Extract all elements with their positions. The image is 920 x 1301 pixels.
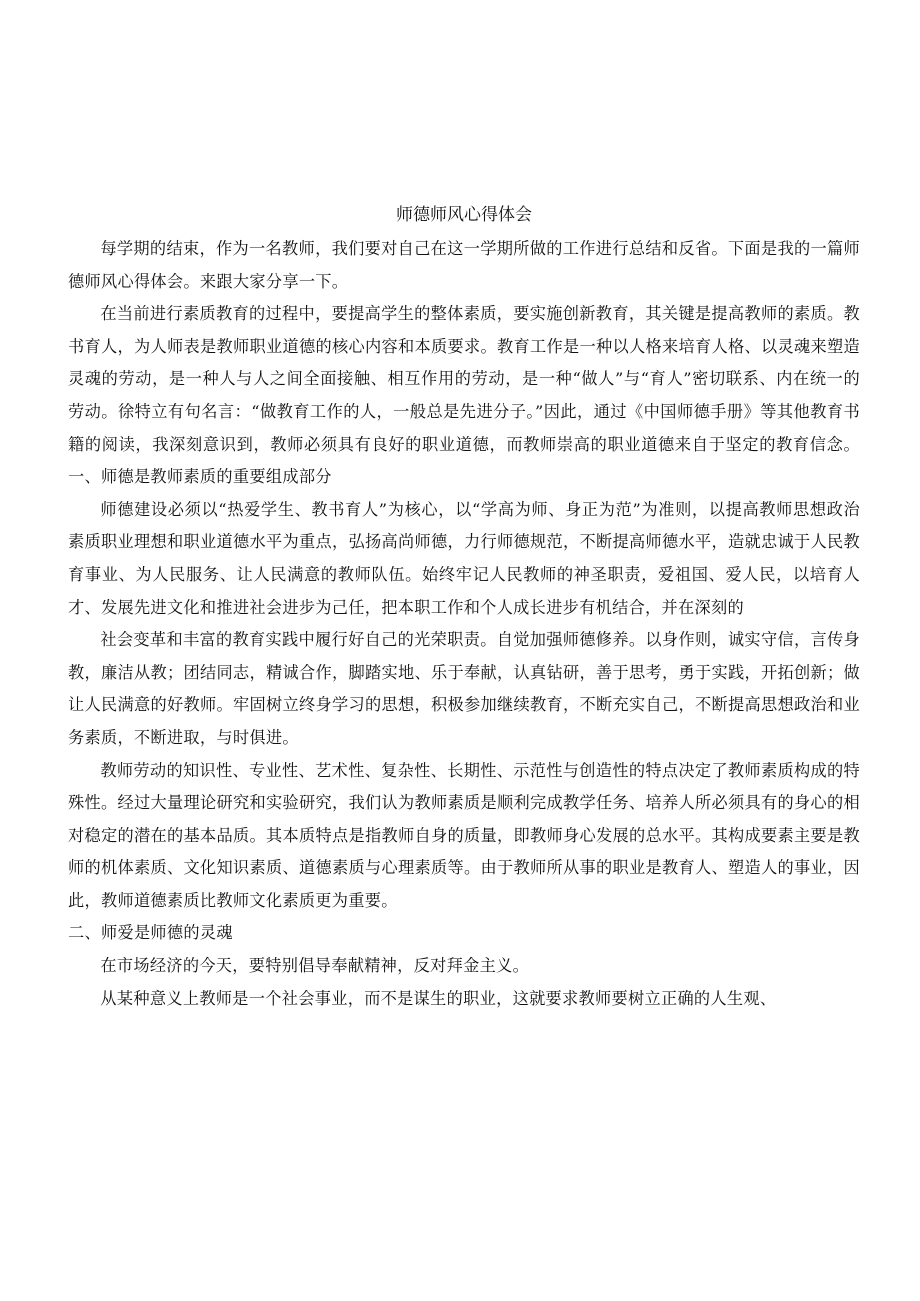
paragraph-market-economy: 在市场经济的今天，要特别倡导奉献精神，反对拜金主义。 (100, 956, 530, 976)
paragraph-intro: 每学期的结束，作为一名教师，我们要对自己在这一学期所做的工作进行总结和反省。下面是我的一篇师德师风心得体会。来跟大家分享一下。 (68, 239, 860, 291)
paragraph-teacher-labor: 教师劳动的知识性、专业性、艺术性、复杂性、长期性、示范性与创造性的特点决定了教师素质构成的特殊性。经过大量理论研究和实验研究，我们认为教师素质是顺利完成教学任务、培养人所必须具有的身心的相对稳定的潜在的基本品质。其本质特点是指教师自身的质量，即教师身心发展的总水平。其构成要素主要是教师的机体素质、文化知识素质、道德素质与心理素质等。由于教师所从事的职业是教育人、塑造人的事业，因此，教师道德素质比教师文化素质更为重要。 (68, 760, 860, 910)
section-heading-teacher-love: 二、师爱是师德的灵魂 (68, 923, 233, 943)
document-body (68, 200, 860, 1015)
paragraph-teacher-quality: 在当前进行素质教育的过程中，要提高学生的整体素质，要实施创新教育，其关键是提高教师的素质。教书育人，为人师表是教师职业道德的核心内容和本质要求。教育工作是一种以人格来培育人格、以灵魂来塑造灵魂的劳动，是一种人与人之间全面接触、相互作用的劳动，是一种“做人”与“育人”密切联系、内在统一的劳动。徐特立有句名言：“做教育工作的人，一般总是先进分子。”因此，通过《中国师德手册》等其他教育书籍的阅读，我深刻意识到，教师必须具有良好的职业道德，而教师崇高的职业道德来自于坚定的教育信念。一、师德是教师素质的重要组成部分 (68, 304, 860, 487)
paragraph-social-reform: 社会变革和丰富的教育实践中履行好自己的光荣职责。自觉加强师德修养。以身作则，诚实守信，言传身教，廉洁从教；团结同志，精诚合作，脚踏实地、乐于奉献，认真钻研，善于思考，勇于实践，开拓创新；做让人民满意的好教师。牢固树立终身学习的思想，积极参加继续教育，不断充实自己，不断提高思想政治和业务素质，不断进取，与时俱进。 (68, 630, 860, 747)
document-title: 师德师风心得体会 (396, 205, 532, 225)
paragraph-social-cause: 从某种意义上教师是一个社会事业，而不是谋生的职业，这就要求教师要树立正确的人生观、 (100, 988, 777, 1008)
paragraph-ethics-building: 师德建设必须以“热爱学生、教书育人”为核心，以“学高为师、身正为范”为准则，以提高教师思想政治素质职业理想和职业道德水平为重点，弘扬高尚师德，力行师德规范，不断提高师德水平，造就忠诚于人民教育事业、为人民服务、让人民满意的教师队伍。始终牢记人民教师的神圣职责，爱祖国、爱人民，以培育人才、发展先进文化和推进社会进步为己任，把本职工作和个人成长进步有机结合，并在深刻的 (68, 499, 860, 617)
